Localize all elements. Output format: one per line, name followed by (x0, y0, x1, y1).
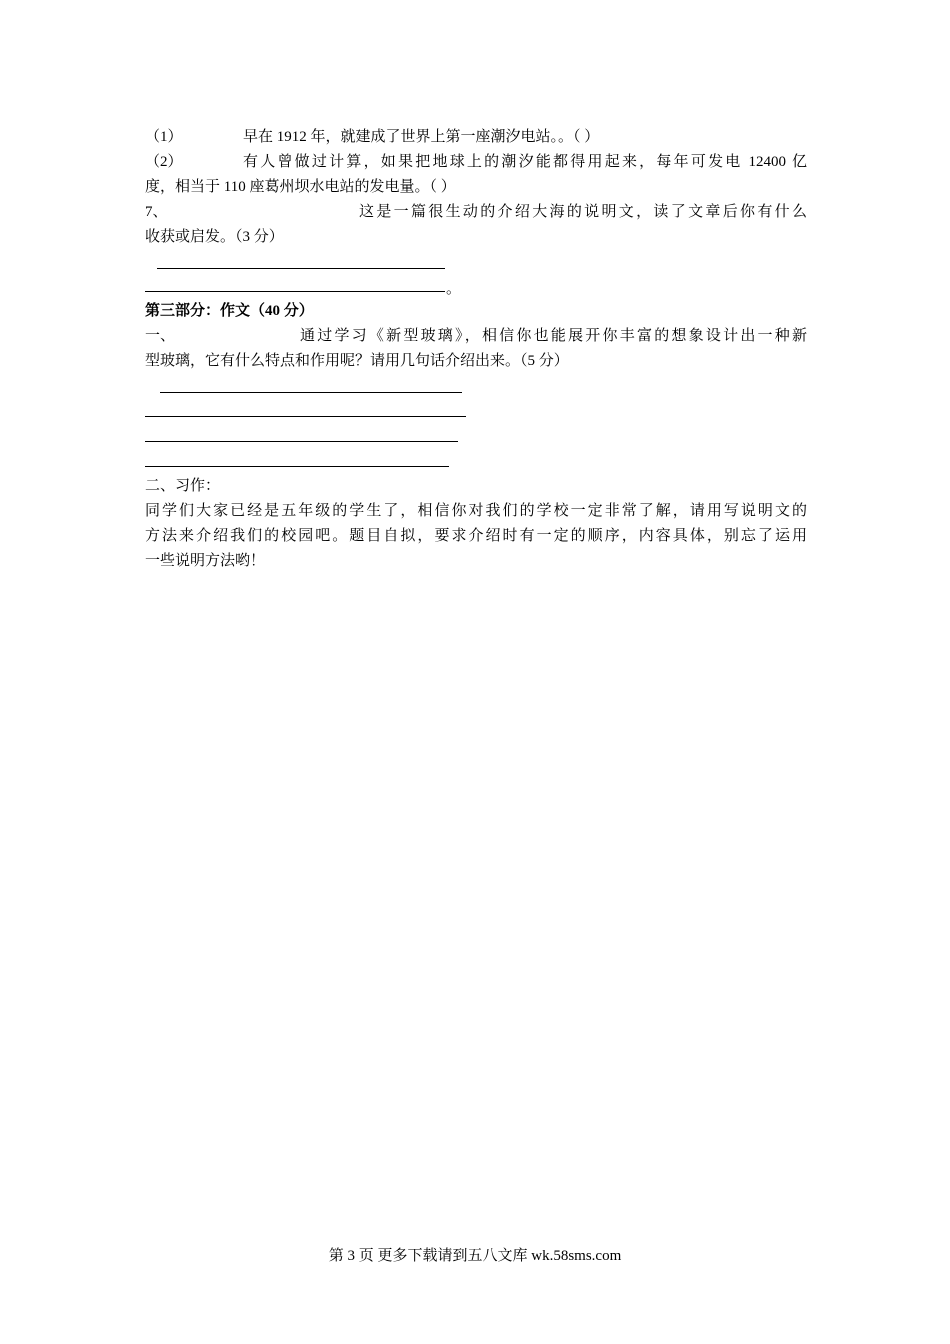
page-footer: 第 3 页 更多下载请到五八文库 wk.58sms.com (328, 1248, 622, 1264)
q7-number: 7、 (145, 204, 168, 220)
part3-q1-answer-line-1[interactable] (160, 392, 462, 393)
q6-item1-number: （1） (145, 129, 183, 145)
q6-item2-number: （2） (145, 154, 183, 170)
part3-q1-number: 一、 (145, 328, 176, 344)
part3-heading: 第三部分：作文（40 分） (145, 303, 314, 319)
q6-item2-text-line2: 度，相当于 110 座葛州坝水电站的发电量。（ ） (145, 179, 456, 195)
q7-answer-line-1[interactable] (157, 268, 445, 269)
part3-q2-line2: 方法来介绍我们的校园吧。题目自拟，要求介绍时有一定的顺序，内容具体，别忘了运用 (145, 528, 807, 544)
part3-q1-answer-line-2[interactable] (145, 416, 466, 417)
q7-end-mark: 。 (446, 281, 462, 297)
q7-answer-line-2[interactable] (145, 291, 445, 292)
q7-text-line2: 收获或启发。（3 分） (145, 229, 284, 245)
q6-item1-text: 早在 1912 年，就建成了世界上第一座潮汐电站。。（ ） (243, 129, 600, 145)
part3-q1-text-line1: 通过学习《新型玻璃》，相信你也能展开你丰富的想象设计出一种新 (300, 328, 807, 344)
q6-item2-text-line1: 有人曾做过计算，如果把地球上的潮汐能都得用起来，每年可发电 12400 亿 (243, 154, 807, 170)
part3-q2-title: 二、习作： (145, 478, 221, 494)
part3-q1-text-line2: 型玻璃，它有什么特点和作用呢？请用几句话介绍出来。（5 分） (145, 353, 569, 369)
part3-q2-line1: 同学们大家已经是五年级的学生了，相信你对我们的学校一定非常了解，请用写说明文的 (145, 503, 807, 519)
part3-q1-answer-line-3[interactable] (145, 441, 458, 442)
part3-q1-answer-line-4[interactable] (145, 466, 449, 467)
q7-text-line1: 这是一篇很生动的介绍大海的说明文，读了文章后你有什么 (359, 204, 807, 220)
part3-q2-line3: 一些说明方法哟！ (145, 553, 266, 569)
